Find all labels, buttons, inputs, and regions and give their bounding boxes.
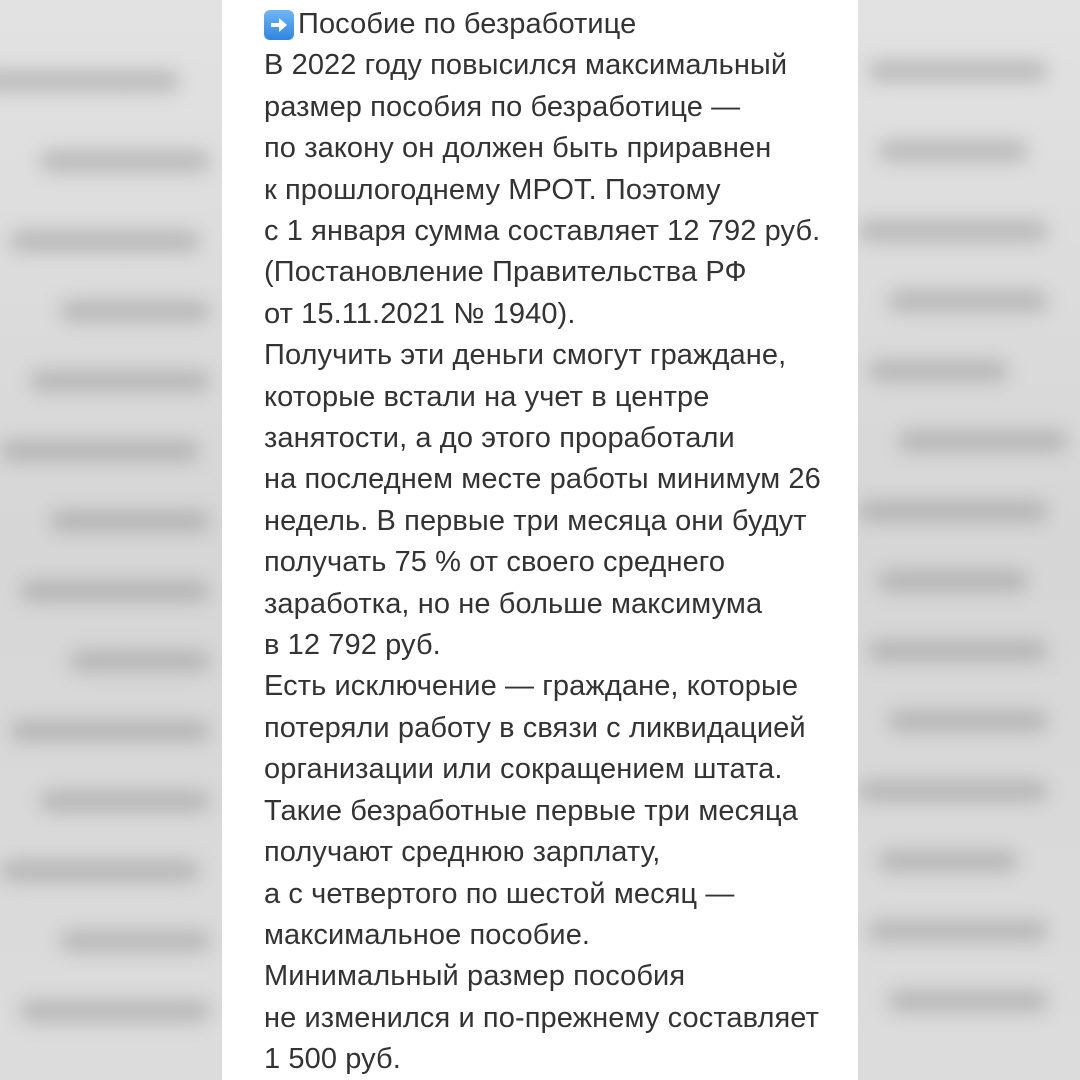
post-text-line: организации или сокращением штата. xyxy=(264,753,783,786)
blurred-text xyxy=(888,290,1048,312)
post-text-line: по закону он должен быть приравнен xyxy=(264,132,772,165)
blurred-text xyxy=(10,230,200,252)
blurred-text xyxy=(878,140,1028,162)
blurred-text xyxy=(0,70,180,92)
post-text-line: на последнем месте работы минимум 26 xyxy=(264,463,821,496)
post-text-line: не изменился и по-прежнему составляет xyxy=(264,1001,819,1034)
post-text-line: в 12 792 руб. xyxy=(264,629,441,662)
post-text-line: Получить эти деньги смогут граждане, xyxy=(264,339,787,372)
blurred-text xyxy=(868,60,1048,82)
post-text-line: потеряли работу в связи с ликвидацией xyxy=(264,711,806,744)
post-text-line: 1 500 руб. xyxy=(264,1043,401,1076)
post-text-line: В 2022 году повысился максимальный xyxy=(264,49,788,82)
post-text-line: занятости, а до этого проработали xyxy=(264,422,735,455)
post-text-line: Такие безработные первые три месяца xyxy=(264,794,798,827)
post-text-line: заработка, но не больше максимума xyxy=(264,587,763,620)
blurred-text xyxy=(40,150,210,172)
post-text-line: недель. В первые три месяца они будут xyxy=(264,504,807,537)
blurred-text xyxy=(30,370,210,392)
post-text-line: к прошлогоднему МРОТ. Поэтому xyxy=(264,173,721,206)
post-text-panel xyxy=(222,0,858,1080)
blurred-text xyxy=(0,860,200,882)
blurred-text xyxy=(858,220,1048,242)
blurred-text xyxy=(40,790,210,812)
blurred-text xyxy=(878,570,1028,592)
post-text-line: которые встали на учет в центре xyxy=(264,380,710,413)
blurred-background-right xyxy=(858,0,1080,1080)
blurred-text xyxy=(878,850,1018,872)
blurred-text xyxy=(60,930,210,952)
post-text-line: от 15.11.2021 № 1940). xyxy=(264,297,576,330)
post-title-row xyxy=(264,4,858,45)
post-text-line: с 1 января сумма составляет 12 792 руб. xyxy=(264,215,821,248)
blurred-text xyxy=(868,640,1048,662)
blurred-text xyxy=(10,720,210,742)
blurred-text xyxy=(858,780,1048,802)
post-text-line: а с четвертого по шестой месяц — xyxy=(264,877,735,910)
blurred-text xyxy=(20,580,210,602)
post-text-line: получать 75 % от своего среднего xyxy=(264,546,726,579)
blurred-text xyxy=(888,710,1048,732)
post-text-line: размер пособия по безработице — xyxy=(264,90,741,123)
blurred-text xyxy=(60,300,210,322)
blurred-text xyxy=(888,990,1048,1012)
blurred-text xyxy=(868,360,1008,382)
blurred-background-left xyxy=(0,0,222,1080)
blurred-text xyxy=(70,650,210,672)
blurred-text xyxy=(50,510,210,532)
blurred-text xyxy=(898,430,1068,452)
blurred-text xyxy=(868,920,1048,942)
blurred-text xyxy=(20,1000,210,1022)
blurred-text xyxy=(858,500,1048,522)
post-text-line: Минимальный размер пособия xyxy=(264,960,686,993)
post-title: Пособие по безработице xyxy=(298,8,637,40)
blurred-text xyxy=(0,440,200,462)
post-text-line: (Постановление Правительства РФ xyxy=(264,256,747,289)
right-arrow-emoji-icon xyxy=(264,10,294,40)
post-text-line: получают среднюю зарплату, xyxy=(264,836,661,869)
post-text-line: максимальное пособие. xyxy=(264,918,591,951)
post-text-line: Есть исключение — граждане, которые xyxy=(264,670,799,703)
